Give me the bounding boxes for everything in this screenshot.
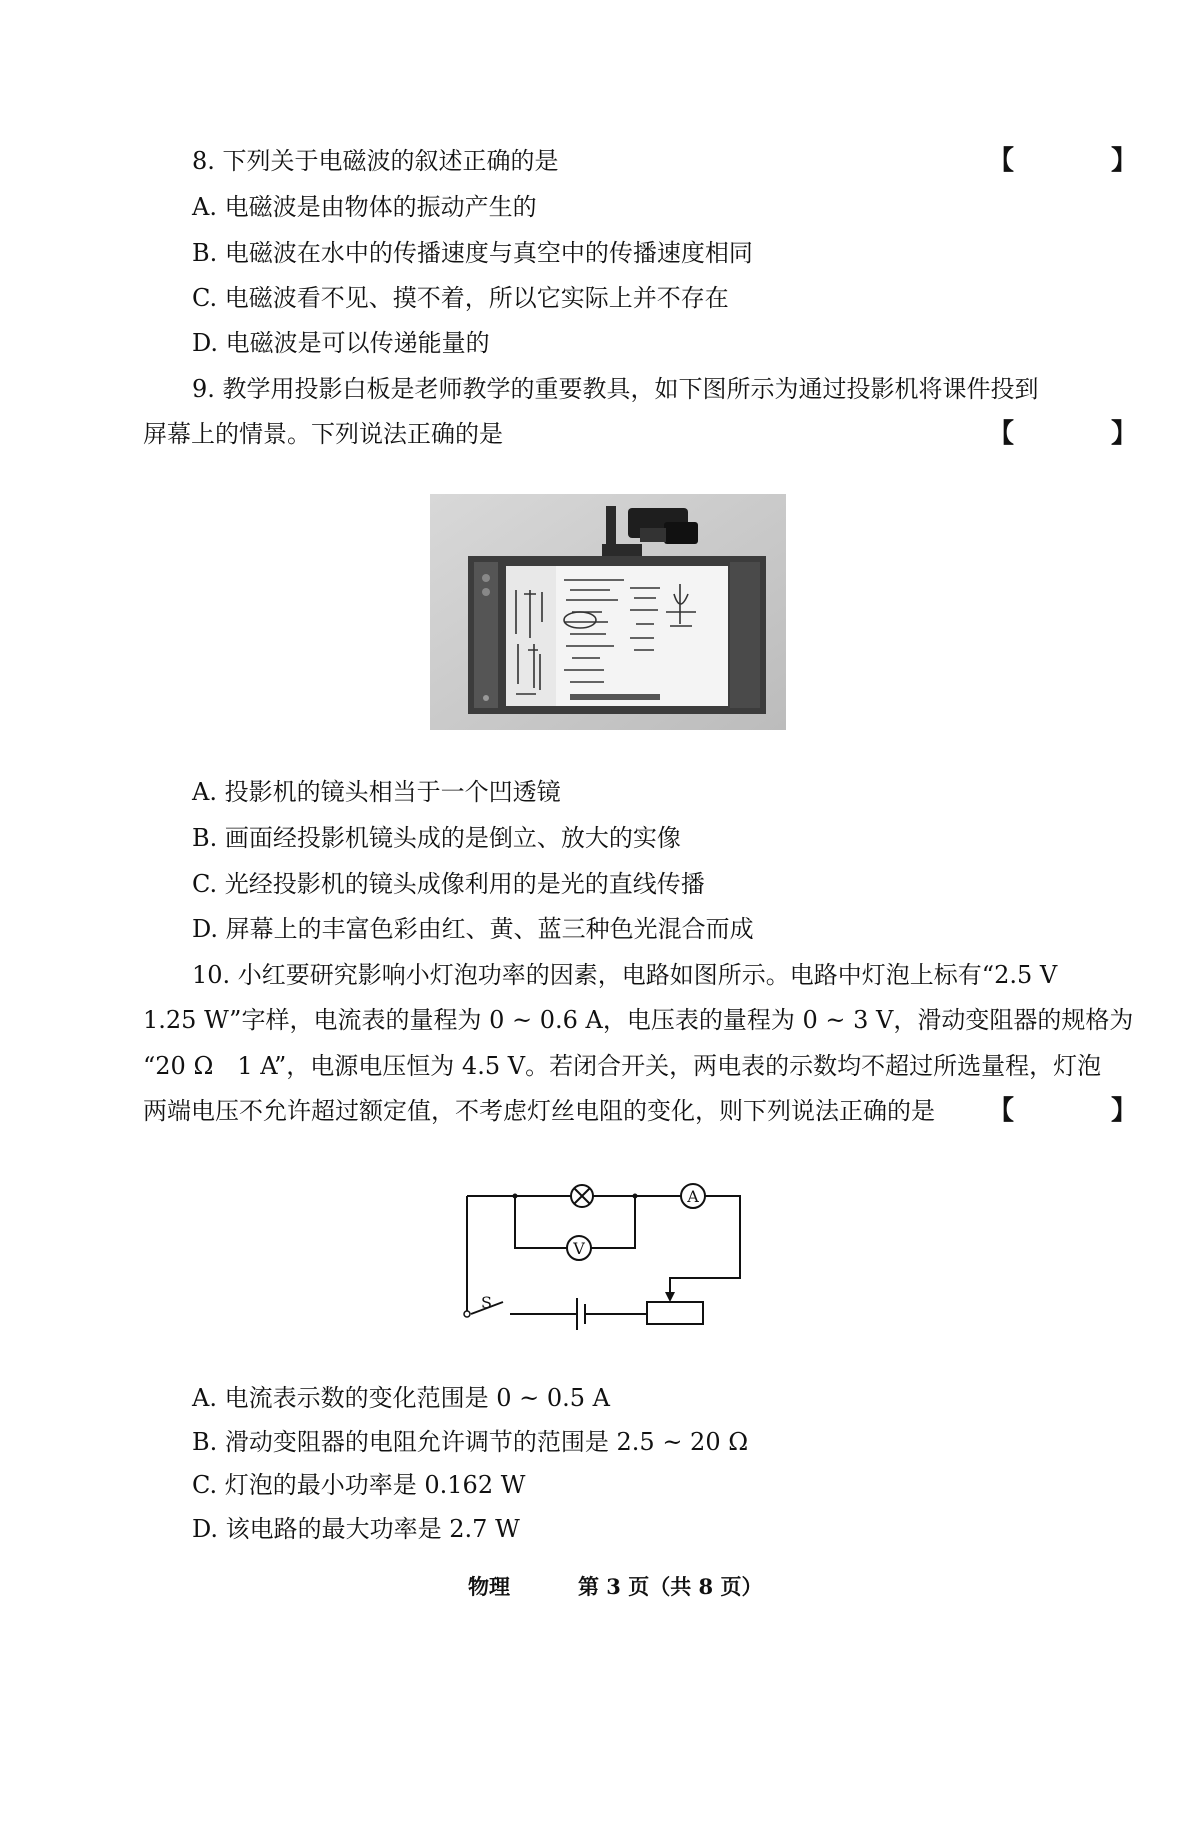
switch-label: S bbox=[481, 1293, 492, 1312]
ammeter-label: A bbox=[687, 1187, 699, 1206]
q8-answer-bracket: 【 】 bbox=[988, 146, 1182, 176]
footer-subject: 物理 bbox=[468, 1574, 510, 1599]
ammeter-icon bbox=[681, 1184, 705, 1208]
voltmeter-label: V bbox=[573, 1239, 585, 1258]
projector-whiteboard-photo bbox=[430, 494, 786, 730]
q8-option-c: C. 电磁波看不见、摸不着，所以它实际上并不存在 bbox=[192, 284, 729, 312]
q10-option-d: D. 该电路的最大功率是 2.7 W bbox=[192, 1515, 520, 1543]
q8-option-b: B. 电磁波在水中的传播速度与真空中的传播速度相同 bbox=[192, 239, 753, 267]
q9-stem-line2: 屏幕上的情景。下列说法正确的是 bbox=[143, 420, 503, 448]
q8-option-d: D. 电磁波是可以传递能量的 bbox=[192, 329, 490, 357]
q8-stem: 8. 下列关于电磁波的叙述正确的是 bbox=[192, 147, 559, 175]
q10-stem-line3: “20 Ω 1 A”，电源电压恒为 4.5 V。若闭合开关，两电表的示数均不超过所选量程，灯泡 bbox=[143, 1052, 1102, 1080]
q9-option-c: C. 光经投影机的镜头成像利用的是光的直线传播 bbox=[192, 870, 705, 898]
q9-option-d: D. 屏幕上的丰富色彩由红、黄、蓝三种色光混合而成 bbox=[192, 915, 754, 943]
q9-option-b: B. 画面经投影机镜头成的是倒立、放大的实像 bbox=[192, 824, 681, 852]
footer-page-number: 第 3 页（共 8 页） bbox=[578, 1574, 763, 1599]
q10-option-c: C. 灯泡的最小功率是 0.162 W bbox=[192, 1471, 526, 1499]
q9-option-a: A. 投影机的镜头相当于一个凹透镜 bbox=[192, 778, 561, 806]
q9-answer-bracket: 【 】 bbox=[988, 419, 1182, 449]
voltmeter-icon bbox=[567, 1236, 591, 1260]
q10-option-b: B. 滑动变阻器的电阻允许调节的范围是 2.5 ~ 20 Ω bbox=[192, 1428, 749, 1456]
q8-option-a: A. 电磁波是由物体的振动产生的 bbox=[192, 193, 537, 221]
q10-stem-line1: 10. 小红要研究影响小灯泡功率的因素，电路如图所示。电路中灯泡上标有“2.5 V bbox=[192, 961, 1058, 989]
q10-answer-bracket: 【 】 bbox=[988, 1096, 1182, 1126]
q10-stem-line2: 1.25 W”字样，电流表的量程为 0 ~ 0.6 A，电压表的量程为 0 ~ 3 V，滑动变阻器的规格为 bbox=[143, 1006, 1134, 1034]
q10-stem-line4: 两端电压不允许超过额定值，不考虑灯丝电阻的变化，则下列说法正确的是 bbox=[143, 1097, 935, 1125]
lamp-icon bbox=[571, 1185, 593, 1207]
q9-stem-line1: 9. 教学用投影白板是老师教学的重要教具，如下图所示为通过投影机将课件投到 bbox=[192, 375, 1039, 403]
q10-option-a: A. 电流表示数的变化范围是 0 ~ 0.5 A bbox=[192, 1384, 610, 1412]
circuit-diagram bbox=[455, 1178, 755, 1358]
